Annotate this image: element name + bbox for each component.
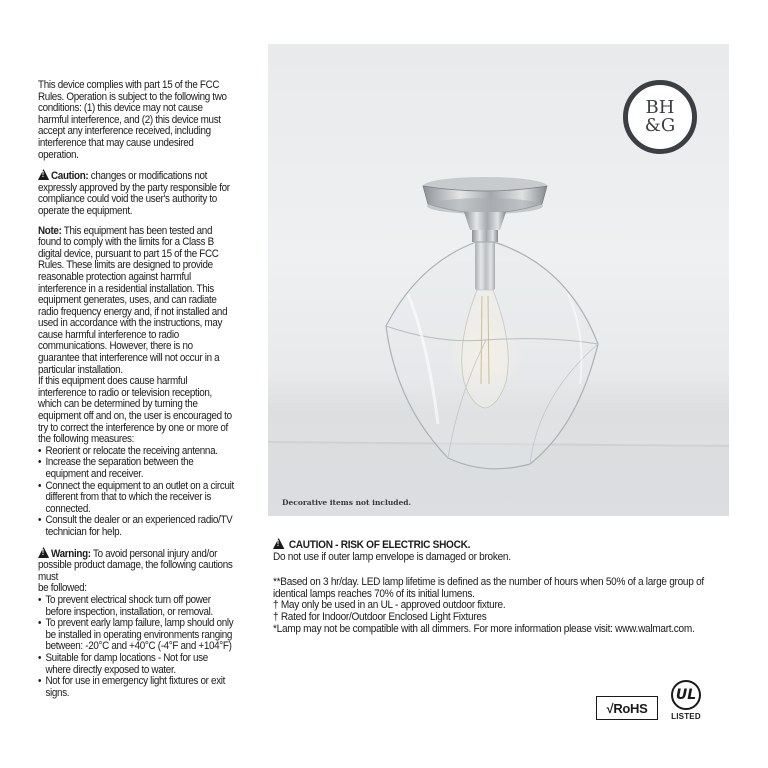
warning-triangle-icon — [38, 547, 49, 558]
product-photo — [268, 44, 729, 516]
note-paragraph — [38, 226, 235, 377]
ul-listed-label: LISTED — [671, 712, 701, 721]
ul-listed-badge — [668, 680, 704, 726]
warning-label: Warning: — [51, 547, 91, 560]
list-item: • Suitable for damp locations - Not for use where directly exposed to water. — [38, 653, 235, 676]
logo-line-1: BH — [645, 97, 675, 118]
certification-badges — [594, 680, 734, 726]
right-column — [273, 538, 710, 635]
left-column — [38, 80, 235, 699]
caution-label: Caution: — [51, 170, 89, 183]
warning-tail: be followed: — [38, 582, 87, 595]
footnote: † Rated for Indoor/Outdoor Enclosed Light Fixtures — [273, 610, 487, 623]
caution-text: changes or modifications not expressly approved by the party responsible for compliance could void the user's authority to operate the equipment. — [38, 170, 230, 217]
warnings-list — [38, 595, 235, 699]
bhg-logo — [623, 80, 697, 154]
list-item: • Reorient or relocate the receiving antenna. — [38, 446, 235, 458]
footnote: † May only be used in an UL - approved outdoor fixture. — [273, 599, 506, 612]
note-text: This equipment has been tested and found to comply with the limits for a Class B digital device, pursuant to part 15 of the FCC Rules. These limits are designed to provide reasonable protection against harmful interference in a residential installation. This equipment generates, uses, and can radiate radio frequency energy and, if not installed and used in accordance with the instructions, may cause harmful interference to radio communications. However, there is no guarantee that interference will not occur in a particular installation. — [38, 224, 228, 376]
note-label: Note: — [38, 224, 62, 237]
list-item: • Increase the separation between the equipment and receiver. — [38, 457, 235, 480]
list-item: • To prevent electrical shock turn off power before inspection, installation, or removal. — [38, 595, 235, 618]
list-item: • Consult the dealer or an experienced radio/TV technician for help. — [38, 515, 235, 538]
list-item: • Not for use in emergency light fixtures or exit signs. — [38, 676, 235, 699]
interference-paragraph: If this equipment does cause harmful interference to radio or television reception, which can be determined by turning the equipment off and on, the user is encouraged to try to correct the interference by one or more of the following measures: — [38, 375, 232, 446]
warning-text: To avoid personal injury and/or possible product damage, the following cautions must — [38, 547, 233, 583]
ul-logo-icon: UL — [671, 680, 701, 710]
rohs-badge: √RoHS — [596, 696, 658, 720]
caution-paragraph — [38, 169, 235, 217]
shock-text: Do not use if outer lamp envelope is damaged or broken. — [273, 550, 511, 563]
footnote: **Based on 3 hr/day. LED lamp lifetime is defined as the number of hours when 50% of a large group of identical lamps reaches 70% of its initial lumens. — [273, 576, 704, 600]
warning-paragraph — [38, 547, 235, 584]
photo-caption: Decorative items not included. — [282, 498, 412, 507]
measures-list — [38, 446, 235, 539]
shock-caution — [273, 538, 710, 552]
logo-line-2: &G — [644, 115, 676, 136]
shock-title: CAUTION - RISK OF ELECTRIC SHOCK. — [288, 539, 471, 551]
warning-triangle-icon — [38, 169, 49, 180]
list-item: • Connect the equipment to an outlet on a circuit different from that to which the receiver is connected. — [38, 481, 235, 516]
list-item: • To prevent early lamp failure, lamp should only be installed in operating environments ranging between: -20°C and +40°C (-4°F and +104°F) — [38, 618, 235, 653]
footnotes — [273, 577, 710, 635]
footnote: *Lamp may not be compatible with all dimmers. For more information please visit: www.walmart.com. — [273, 622, 695, 635]
warning-triangle-icon — [273, 538, 284, 549]
fcc-compliance-paragraph: This device complies with part 15 of the FCC Rules. Operation is subject to the following two conditions: (1) this device may not cause harmful interference, and (2) this device must accept any interference received, including interference that may cause undesired operation. — [38, 79, 227, 161]
